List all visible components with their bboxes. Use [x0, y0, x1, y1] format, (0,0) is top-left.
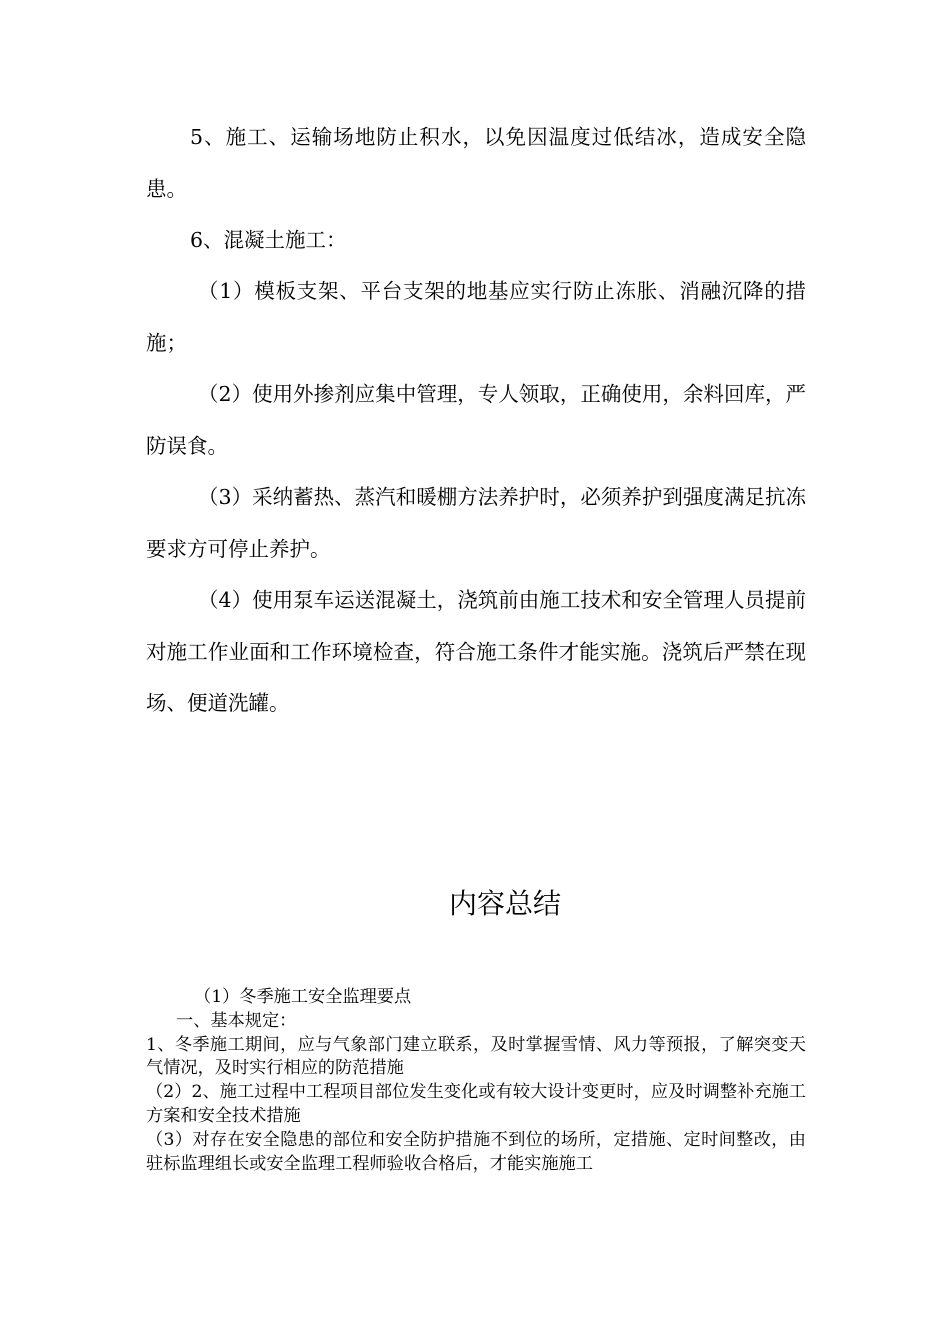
paragraph-item-6-heading: 6、混凝土施工：: [190, 228, 347, 252]
paragraph-sub-2: （2）使用外掺剂应集中管理，专人领取，正确使用，余料回库，严防误食。: [146, 382, 806, 458]
summary-line-4: （2）2、施工过程中工程项目部位发生变化或有较大设计变更时，应及时调整补充施工方案和安全技术措施: [146, 1082, 806, 1126]
paragraph-item-5: 5、施工、运输场地防止积水，以免因温度过低结冰，造成安全隐患。: [146, 125, 806, 201]
paragraph-sub-1: （1）模板支架、平台支架的地基应实行防止冻胀、消融沉降的措施；: [146, 279, 806, 355]
summary-line-2: 一、基本规定：: [176, 1010, 297, 1031]
paragraph-sub-3: （3）采纳蓄热、蒸汽和暖棚方法养护时，必须养护到强度满足抗冻要求方可停止养护。: [146, 485, 806, 561]
paragraph-sub-4: （4）使用泵车运送混凝土，浇筑前由施工技术和安全管理人员提前对施工作业面和工作环境检查，符合施工条件才能实施。浇筑后严禁在现场、便道洗罐。: [146, 588, 806, 715]
summary-line-5: （3）对存在安全隐患的部位和安全防护措施不到位的场所，定措施、定时间整改，由驻标监理组长或安全监理工程师验收合格后，才能实施施工: [146, 1129, 806, 1174]
summary-block: [146, 986, 806, 1176]
summary-line-3: 1、冬季施工期间，应与气象部门建立联系，及时掌握雪情、风力等预报，了解突变天气情况，及时实行相应的防范措施: [146, 1034, 806, 1079]
summary-line-1: （1）冬季施工安全监理要点: [194, 987, 412, 1007]
summary-title: 内容总结: [448, 887, 561, 920]
